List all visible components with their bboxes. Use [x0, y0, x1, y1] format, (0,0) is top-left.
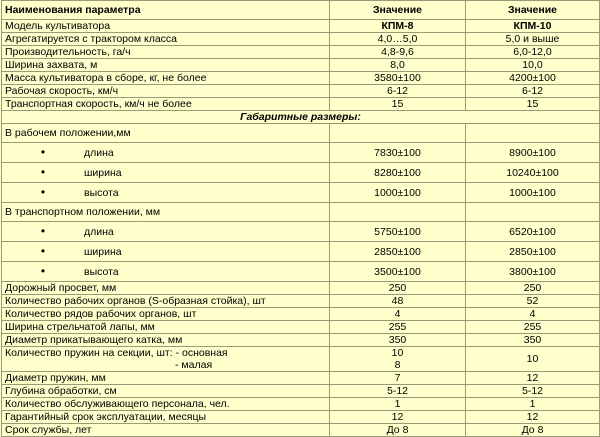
- section-title: Габаритные размеры:: [2, 111, 600, 124]
- row-label: Дорожный просвет, мм: [2, 282, 330, 295]
- bullet-icon: •: [40, 224, 46, 238]
- row-value-2: 3800±100: [466, 262, 600, 282]
- group-label-transport: В транспортном положении, мм: [2, 203, 330, 222]
- header-value-1: Значение: [330, 1, 466, 20]
- row-value-2: 5,0 и выше: [466, 33, 600, 46]
- springs-label-small: - малая: [175, 359, 213, 371]
- row-value-2: 8900±100: [466, 143, 600, 163]
- row-label: Транспортная скорость, км/ч не более: [2, 98, 330, 111]
- row-value-1: 15: [330, 98, 466, 111]
- row-value-1: 1000±100: [330, 183, 466, 203]
- row-value-2: 52: [466, 295, 600, 308]
- table-row: [2, 98, 600, 111]
- springs-label-main: Количество пружин на секции, шт: - основная: [5, 347, 228, 359]
- table-row: [2, 385, 600, 398]
- springs-label: [2, 347, 330, 372]
- table-row: [2, 85, 600, 98]
- bullet-icon: •: [40, 185, 46, 199]
- row-label: • длина: [2, 143, 330, 163]
- row-value-2: 4: [466, 308, 600, 321]
- springs-value-2: 10: [466, 347, 600, 372]
- table-row: [2, 398, 600, 411]
- table-row-springs: [2, 347, 600, 372]
- bullet-icon: •: [40, 244, 46, 258]
- row-label: Модель культиватора: [2, 20, 330, 33]
- row-label: • длина: [2, 222, 330, 242]
- row-value-1: 7: [330, 372, 466, 385]
- row-value-2: 10240±100: [466, 163, 600, 183]
- table-row: [2, 124, 600, 143]
- table-row: [2, 242, 600, 262]
- row-value-2: 1000±100: [466, 183, 600, 203]
- row-label: Количество обслуживающего персонала, чел.: [2, 398, 330, 411]
- table-row: [2, 203, 600, 222]
- table-row: [2, 424, 600, 437]
- row-value-1: [330, 203, 466, 222]
- row-label: Срок службы, лет: [2, 424, 330, 437]
- table-row: [2, 33, 600, 46]
- row-value-1: 2850±100: [330, 242, 466, 262]
- springs-value-1-main: 10: [391, 347, 404, 359]
- bullet-icon: •: [40, 264, 46, 278]
- table-row: [2, 295, 600, 308]
- row-value-1: До 8: [330, 424, 466, 437]
- springs-value-1-small: 8: [394, 359, 401, 371]
- row-value-1: 48: [330, 295, 466, 308]
- table-row: [2, 163, 600, 183]
- table-row: [2, 222, 600, 242]
- header-value-2: Значение: [466, 1, 600, 20]
- table-row: [2, 20, 600, 33]
- row-value-2: 6,0-12,0: [466, 46, 600, 59]
- row-value-1: 5-12: [330, 385, 466, 398]
- row-label: Агрегатируется с трактором класса: [2, 33, 330, 46]
- row-value-1: 250: [330, 282, 466, 295]
- table-row: [2, 59, 600, 72]
- spec-table: [1, 0, 600, 437]
- row-value-1: 8,0: [330, 59, 466, 72]
- row-label: Диаметр пружин, мм: [2, 372, 330, 385]
- table-header-row: [2, 1, 600, 20]
- row-value-1: 3500±100: [330, 262, 466, 282]
- row-value-1: 6-12: [330, 85, 466, 98]
- table-row: [2, 372, 600, 385]
- row-value-1: КПМ-8: [330, 20, 466, 33]
- row-value-2: 6520±100: [466, 222, 600, 242]
- row-value-1: 1: [330, 398, 466, 411]
- row-label: Гарантийный срок эксплуатации, месяцы: [2, 411, 330, 424]
- row-value-1: 255: [330, 321, 466, 334]
- table-row: [2, 334, 600, 347]
- group-label-working: В рабочем положении,мм: [2, 124, 330, 143]
- table-row: [2, 262, 600, 282]
- row-value-1: 350: [330, 334, 466, 347]
- row-value-1: 3580±100: [330, 72, 466, 85]
- row-value-2: 255: [466, 321, 600, 334]
- row-label: • высота: [2, 183, 330, 203]
- row-label: Глубина обработки, см: [2, 385, 330, 398]
- row-value-2: 350: [466, 334, 600, 347]
- row-value-1: 8280±100: [330, 163, 466, 183]
- bullet-icon: •: [40, 145, 46, 159]
- row-value-2: [466, 203, 600, 222]
- row-label: Рабочая скорость, км/ч: [2, 85, 330, 98]
- row-value-2: 2850±100: [466, 242, 600, 262]
- table-row: [2, 72, 600, 85]
- header-param: Наименования параметра: [2, 1, 330, 20]
- row-value-1: 7830±100: [330, 143, 466, 163]
- row-label: Количество рядов рабочих органов, шт: [2, 308, 330, 321]
- row-value-1: 5750±100: [330, 222, 466, 242]
- row-value-2: 6-12: [466, 85, 600, 98]
- row-label: • ширина: [2, 242, 330, 262]
- row-label: Диаметр прикатывающего катка, мм: [2, 334, 330, 347]
- row-label: Количество рабочих органов (S-образная стойка), шт: [2, 295, 330, 308]
- table-row: [2, 46, 600, 59]
- row-value-2: 5-12: [466, 385, 600, 398]
- row-value-2: До 8: [466, 424, 600, 437]
- row-value-2: 12: [466, 372, 600, 385]
- row-label: Производительность, га/ч: [2, 46, 330, 59]
- table-row: [2, 321, 600, 334]
- row-value-2: 250: [466, 282, 600, 295]
- row-value-2: 4200±100: [466, 72, 600, 85]
- row-value-2: [466, 124, 600, 143]
- table-row: [2, 282, 600, 295]
- row-label: • ширина: [2, 163, 330, 183]
- table-row: [2, 411, 600, 424]
- row-label: • высота: [2, 262, 330, 282]
- row-label: Ширина захвата, м: [2, 59, 330, 72]
- row-value-2: КПМ-10: [466, 20, 600, 33]
- section-row: [2, 111, 600, 124]
- table-row: [2, 308, 600, 321]
- row-value-1: 4,0…5,0: [330, 33, 466, 46]
- row-value-2: 1: [466, 398, 600, 411]
- row-label: Ширина стрельчатой лапы, мм: [2, 321, 330, 334]
- row-value-2: 12: [466, 411, 600, 424]
- table-row: [2, 183, 600, 203]
- table-row: [2, 143, 600, 163]
- row-value-1: 4,8-9,6: [330, 46, 466, 59]
- row-value-1: [330, 124, 466, 143]
- row-value-1: 4: [330, 308, 466, 321]
- row-value-2: 15: [466, 98, 600, 111]
- row-label: Масса культиватора в сборе, кг, не более: [2, 72, 330, 85]
- row-value-1: 12: [330, 411, 466, 424]
- bullet-icon: •: [40, 165, 46, 179]
- springs-value-1: [330, 347, 466, 372]
- row-value-2: 10,0: [466, 59, 600, 72]
